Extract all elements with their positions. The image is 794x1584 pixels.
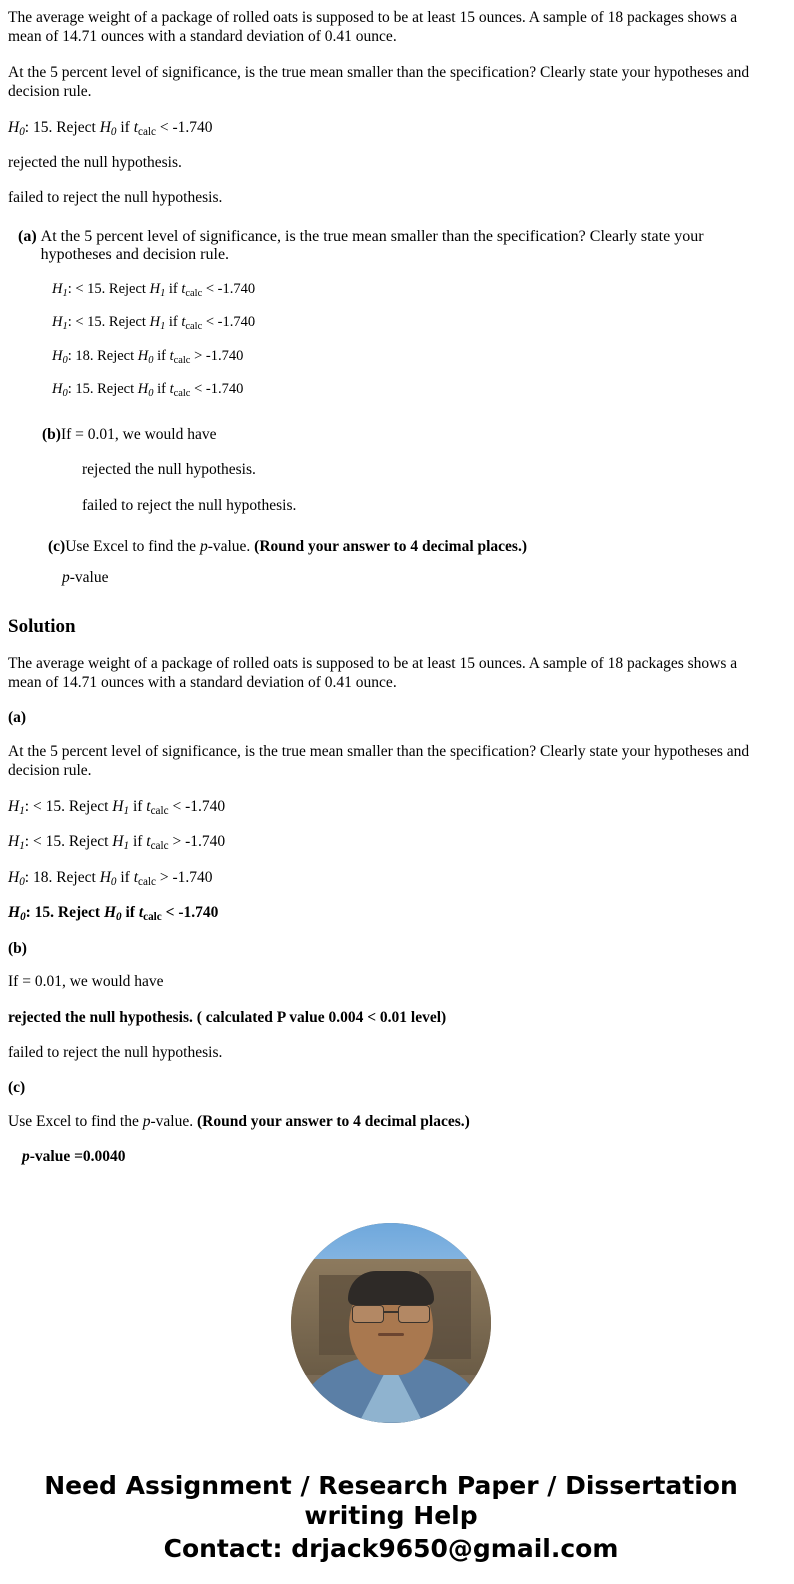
part-c-text-after: -value. bbox=[207, 537, 255, 555]
part-c-p: p bbox=[199, 537, 208, 555]
solution-b-label: (b) bbox=[8, 939, 27, 957]
hypothesis-text-after: < -1.740 bbox=[155, 118, 213, 136]
choice-rest2: if bbox=[116, 868, 134, 886]
choice-t: t bbox=[133, 868, 138, 886]
choice-h2-sub: 0 bbox=[148, 388, 154, 400]
choice-rest1: : < 15. Reject bbox=[67, 314, 150, 331]
part-c-header bbox=[48, 537, 774, 556]
part-c-field-label bbox=[48, 568, 774, 587]
part-b-label: (b) bbox=[42, 425, 61, 443]
solution-c-before: Use Excel to find the bbox=[8, 1112, 143, 1130]
photo-hair bbox=[348, 1271, 434, 1305]
choice-t-sub: calc bbox=[185, 287, 203, 299]
choice-h-sub: 1 bbox=[62, 321, 68, 333]
hypothesis-h2-sub: 0 bbox=[110, 125, 117, 138]
choice-h2: H bbox=[149, 314, 161, 331]
choice-rest3: < -1.740 bbox=[202, 314, 256, 331]
choice-h2: H bbox=[112, 833, 124, 851]
choice-rest3: < -1.740 bbox=[168, 797, 226, 815]
part-a-choice-4[interactable] bbox=[52, 380, 774, 400]
part-b-choices bbox=[42, 460, 774, 515]
choice-rest3: < -1.740 bbox=[202, 280, 256, 297]
choice-rest3: > -1.740 bbox=[190, 347, 244, 364]
solution-choice-3 bbox=[8, 868, 774, 890]
part-c-text-before: Use Excel to find the bbox=[65, 537, 200, 555]
question-prompt: At the 5 percent level of significance, is the true mean smaller than the specification? Clearly state your hypotheses and decision rule. bbox=[8, 63, 750, 101]
promo-footer bbox=[8, 1471, 774, 1565]
part-c-field-p: p bbox=[62, 569, 70, 587]
choice-t-sub: calc bbox=[150, 804, 169, 817]
choice-rest2: if bbox=[121, 904, 139, 922]
solution-c-round-note: (Round your answer to 4 decimal places.) bbox=[196, 1112, 470, 1130]
part-c-field-rest: -value bbox=[69, 569, 109, 587]
choice-rest2: if bbox=[153, 347, 170, 364]
choice-t-sub: calc bbox=[138, 875, 156, 888]
choice-h: H bbox=[52, 314, 63, 331]
choice-h2: H bbox=[137, 381, 149, 398]
choice-h2: H bbox=[99, 868, 111, 886]
choice-t-sub: calc bbox=[173, 354, 191, 366]
photo-lens-left bbox=[352, 1305, 384, 1323]
choice-rest1: : 15. Reject bbox=[25, 904, 104, 922]
choice-h: H bbox=[8, 904, 21, 922]
choice-rest2: if bbox=[165, 280, 182, 297]
choice-t: t bbox=[138, 904, 144, 922]
solution-c-label: (c) bbox=[8, 1079, 26, 1097]
solution-a-choices bbox=[8, 797, 774, 925]
part-a-header bbox=[18, 228, 774, 264]
solution-choice-4-selected bbox=[8, 903, 774, 925]
part-a-text: At the 5 percent level of significance, is the true mean smaller than the specification? Clearly state your hypotheses and decision rule. bbox=[40, 227, 704, 263]
choice-t-sub: calc bbox=[185, 321, 203, 333]
hypothesis-text-before: : 15. Reject bbox=[24, 118, 100, 136]
part-c-round-note: (Round your answer to 4 decimal places.) bbox=[254, 537, 528, 555]
solution-c-answer bbox=[8, 1147, 774, 1166]
question-part-b bbox=[8, 425, 774, 515]
choice-h2-sub: 0 bbox=[148, 354, 154, 366]
solution-heading: Solution bbox=[8, 615, 76, 637]
choice-rest1: : 18. Reject bbox=[67, 347, 138, 364]
choice-t: t bbox=[146, 797, 151, 815]
choice-rest1: : < 15. Reject bbox=[24, 797, 113, 815]
choice-t: t bbox=[169, 381, 174, 398]
choice-h-sub: 1 bbox=[19, 840, 25, 853]
solution-c-answer-p: p bbox=[22, 1148, 30, 1166]
glasses-icon bbox=[352, 1305, 430, 1321]
choice-rest3: < -1.740 bbox=[190, 381, 244, 398]
choice-h-sub: 0 bbox=[20, 911, 26, 924]
part-a-choice-3[interactable] bbox=[52, 347, 774, 367]
solution-b-other: failed to reject the null hypothesis. bbox=[8, 1044, 223, 1062]
choice-h: H bbox=[8, 833, 20, 851]
hypothesis-t-sub: calc bbox=[138, 125, 156, 138]
choice-rest2: if bbox=[153, 381, 170, 398]
solution-b-answer: rejected the null hypothesis. ( calculated P value 0.004 < 0.01 level) bbox=[8, 1008, 447, 1026]
hypothesis-h-sub: 0 bbox=[19, 125, 25, 138]
hypothesis-text-mid: if bbox=[116, 118, 134, 136]
choice-rest1: : < 15. Reject bbox=[67, 280, 150, 297]
part-a-choice-1[interactable] bbox=[52, 280, 774, 300]
part-b-option-failed[interactable]: failed to reject the null hypothesis. bbox=[82, 496, 297, 514]
choice-t: t bbox=[169, 347, 174, 364]
choice-h-sub: 0 bbox=[19, 875, 25, 888]
hypothesis-h: H bbox=[8, 118, 20, 136]
choice-h2-sub: 1 bbox=[160, 287, 166, 299]
question-option-failed[interactable]: failed to reject the null hypothesis. bbox=[8, 189, 223, 207]
choice-t-sub: calc bbox=[150, 840, 169, 853]
choice-h-sub: 1 bbox=[62, 287, 68, 299]
choice-rest1: : 18. Reject bbox=[24, 868, 100, 886]
promo-line-1: Need Assignment / Research Paper / Dissertation writing Help bbox=[44, 1470, 738, 1531]
choice-h2-sub: 0 bbox=[110, 875, 117, 888]
promo-line-2: Contact: drjack9650@gmail.com bbox=[163, 1533, 619, 1563]
solution-b-text: If = 0.01, we would have bbox=[8, 973, 164, 991]
choice-h2-sub: 1 bbox=[123, 840, 130, 853]
part-b-option-rejected[interactable]: rejected the null hypothesis. bbox=[82, 461, 256, 479]
solution-choice-1 bbox=[8, 797, 774, 819]
choice-h: H bbox=[52, 280, 63, 297]
choice-rest2: if bbox=[129, 797, 147, 815]
solution-c-after: -value. bbox=[150, 1112, 197, 1130]
author-photo-wrap bbox=[8, 1223, 774, 1423]
choice-rest2: if bbox=[129, 833, 147, 851]
solution-a-prompt: At the 5 percent level of significance, is the true mean smaller than the specification? Clearly state your hypotheses and decision rule. bbox=[8, 742, 750, 780]
choice-h: H bbox=[8, 868, 20, 886]
choice-rest2: if bbox=[165, 314, 182, 331]
choice-t: t bbox=[181, 314, 186, 331]
choice-t: t bbox=[146, 833, 151, 851]
part-a-label: (a) bbox=[18, 227, 37, 245]
choice-h-sub: 1 bbox=[19, 804, 25, 817]
choice-h: H bbox=[52, 381, 63, 398]
question-option-rejected[interactable]: rejected the null hypothesis. bbox=[8, 154, 182, 172]
choice-rest3: > -1.740 bbox=[168, 833, 226, 851]
choice-h2-sub: 0 bbox=[116, 911, 122, 924]
choice-h-sub: 0 bbox=[62, 354, 68, 366]
solution-choice-2 bbox=[8, 832, 774, 854]
choice-h: H bbox=[52, 347, 63, 364]
question-part-c bbox=[8, 537, 774, 588]
choice-h2-sub: 1 bbox=[160, 321, 166, 333]
choice-h-sub: 0 bbox=[62, 388, 68, 400]
question-hypothesis-line bbox=[8, 118, 774, 140]
choice-h: H bbox=[8, 797, 20, 815]
part-a-choice-2[interactable] bbox=[52, 313, 774, 333]
photo-mouth bbox=[378, 1333, 404, 1336]
part-b-header bbox=[42, 425, 774, 444]
hypothesis-t: t bbox=[133, 118, 138, 136]
choice-rest1: : < 15. Reject bbox=[24, 833, 113, 851]
question-intro: The average weight of a package of rolled oats is supposed to be at least 15 ounces. A sample of 18 packages shows a mean of 14.71 ounces with a standard deviation of 0.41 ounce. bbox=[8, 9, 738, 46]
question-part-a bbox=[8, 228, 774, 401]
part-a-choices bbox=[18, 280, 774, 401]
choice-h2-sub: 1 bbox=[123, 804, 130, 817]
photo-glasses-bridge bbox=[383, 1311, 399, 1313]
choice-h2: H bbox=[149, 280, 161, 297]
choice-h2: H bbox=[103, 904, 117, 922]
solution-c-text bbox=[8, 1112, 774, 1131]
choice-rest3: < -1.740 bbox=[161, 904, 219, 922]
choice-rest1: : 15. Reject bbox=[67, 381, 138, 398]
choice-t-sub: calc bbox=[143, 911, 162, 924]
choice-h2: H bbox=[112, 797, 124, 815]
choice-rest3: > -1.740 bbox=[155, 868, 213, 886]
choice-t-sub: calc bbox=[173, 388, 191, 400]
solution-c-p: p bbox=[142, 1112, 151, 1130]
hypothesis-h2: H bbox=[99, 118, 111, 136]
part-c-label: (c) bbox=[48, 537, 66, 555]
choice-t: t bbox=[181, 280, 186, 297]
solution-c-answer-rest: -value =0.0040 bbox=[29, 1148, 126, 1166]
solution-intro: The average weight of a package of rolled oats is supposed to be at least 15 ounces. A sample of 18 packages shows a mean of 14.71 ounces with a standard deviation of 0.41 ounce. bbox=[8, 654, 738, 692]
solution-a-label: (a) bbox=[8, 709, 27, 727]
choice-h2: H bbox=[137, 347, 149, 364]
avatar bbox=[291, 1223, 491, 1423]
part-b-text: If = 0.01, we would have bbox=[60, 425, 217, 443]
photo-lens-right bbox=[398, 1305, 430, 1323]
